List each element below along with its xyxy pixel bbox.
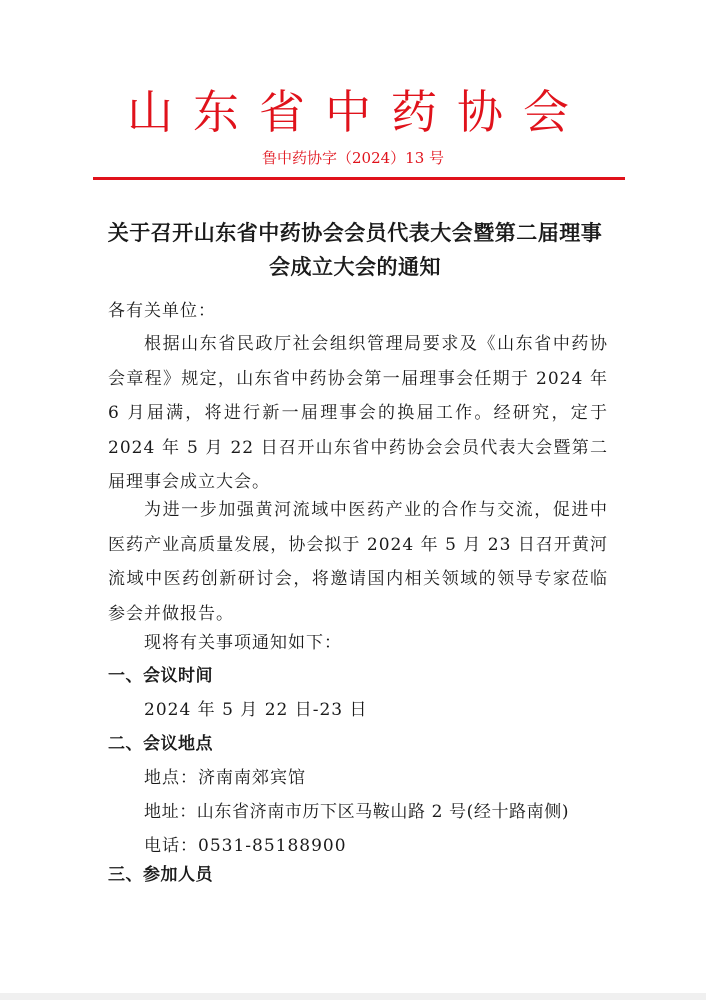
section-heading-time: 一、会议时间 xyxy=(108,666,213,686)
red-divider xyxy=(93,177,625,180)
meeting-address: 地址：山东省济南市历下区马鞍山路 2 号(经十路南侧) xyxy=(144,802,570,822)
paragraph-symposium: 为进一步加强黄河流域中医药产业的合作与交流，促进中医药产业高质量发展，协会拟于 2024 年 5 月 23 日召开黄河流域中医药创新研讨会，将邀请国内相关领域的领导专家莅临参会并做报告。 xyxy=(108,500,608,624)
meeting-time: 2024 年 5 月 22 日-23 日 xyxy=(144,700,368,720)
section-heading-attendees: 三、参加人员 xyxy=(108,865,213,885)
meeting-venue: 地点：济南南郊宾馆 xyxy=(144,768,306,788)
section-heading-location: 二、会议地点 xyxy=(108,734,213,754)
document-number: 鲁中药协字（2024）13 号 xyxy=(261,149,445,167)
organization-name: 山东省中药协会 xyxy=(127,85,589,139)
salutation: 各有关单位： xyxy=(108,301,216,321)
contact-phone: 电话：0531-85188900 xyxy=(144,836,347,856)
notice-title: 关于召开山东省中药协会会员代表大会暨第二届理事会成立大会的通知 xyxy=(107,220,603,279)
paragraph-intro: 现将有关事项通知如下： xyxy=(144,633,342,653)
paragraph-background: 根据山东省民政厅社会组织管理局要求及《山东省中药协会章程》规定，山东省中药协会第一届理事会任期于 2024 年 6 月届满，将进行新一届理事会的换届工作。经研究，定于 2024 年 5 月 22 日召开山东省中药协会会员代表大会暨第二届理事会成立大会。 xyxy=(108,334,608,492)
